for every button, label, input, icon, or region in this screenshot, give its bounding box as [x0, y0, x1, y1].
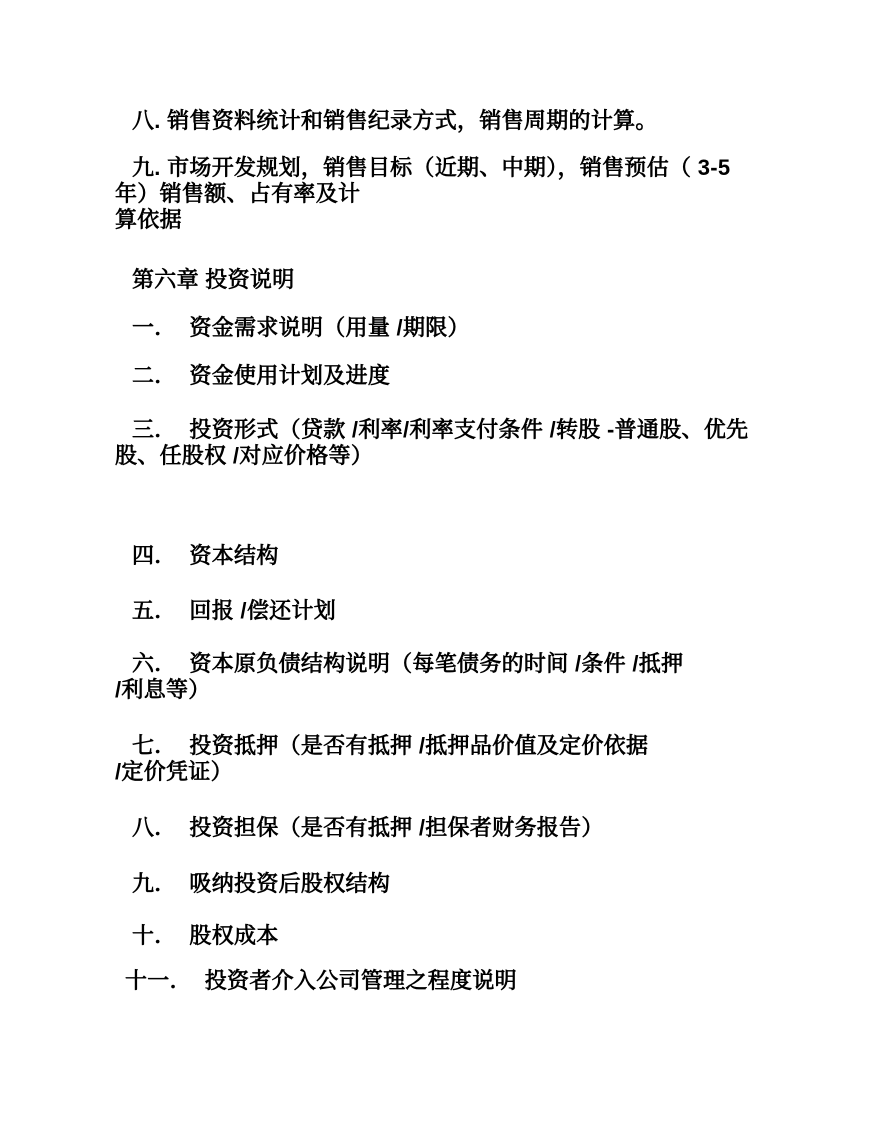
text-line: 八． 投资担保（是否有抵押 /担保者财务报告）: [132, 815, 604, 840]
text-line: 六． 资本原负债结构说明（每笔债务的时间 /条件 /抵押: [132, 651, 684, 676]
text-line: /利息等）: [115, 677, 211, 702]
text-line: 算依据: [115, 207, 182, 232]
text-line: 二． 资金使用计划及进度: [132, 363, 391, 388]
chapter-heading-text: 第六章 投资说明: [132, 267, 295, 292]
paragraph-item-7-investment-mortgage: [115, 733, 838, 785]
paragraph-item-8-investment-guarantee: [115, 815, 838, 841]
paragraph-item-8-sales-stats: [115, 108, 838, 134]
chapter-heading: [115, 267, 838, 293]
paragraph-item-6-debt-structure: [115, 651, 838, 703]
text-line: 七． 投资抵押（是否有抵押 /抵押品价值及定价依据: [132, 733, 649, 758]
paragraph-item-10-equity-cost: [115, 923, 838, 949]
paragraph-item-3-investment-form: [115, 417, 838, 469]
text-line: /定价凭证）: [115, 759, 233, 784]
text-line: 九. 市场开发规划，销售目标（近期、中期），销售预估（ 3-5: [132, 155, 731, 180]
paragraph-item-9-equity-after-investment: [115, 871, 838, 897]
text-line: 十一． 投资者介入公司管理之程度说明: [125, 968, 517, 993]
text-line: 四． 资本结构: [132, 543, 279, 568]
text-line: 一． 资金需求说明（用量 /期限）: [132, 315, 470, 340]
paragraph-item-4-capital-structure: [115, 543, 838, 569]
text-line: 八. 销售资料统计和销售纪录方式，销售周期的计算。: [132, 108, 658, 133]
text-line: 股、任股权 /对应价格等）: [115, 443, 374, 468]
text-line: 年）销售额、占有率及计: [115, 181, 361, 206]
text-line: 九． 吸纳投资后股权结构: [132, 871, 391, 896]
text-line: 三． 投资形式（贷款 /利率/利率支付条件 /转股 -普通股、优先: [132, 417, 749, 442]
paragraph-item-5-return-repayment: [115, 598, 838, 624]
text-line: 五． 回报 /偿还计划: [132, 598, 337, 623]
paragraph-item-2-fund-usage-plan: [115, 363, 838, 389]
paragraph-item-11-investor-involvement: [115, 968, 838, 994]
text-line: 十． 股权成本: [132, 923, 279, 948]
paragraph-item-9-market-plan: [115, 155, 838, 233]
paragraph-item-1-funding-needs: [115, 315, 838, 341]
